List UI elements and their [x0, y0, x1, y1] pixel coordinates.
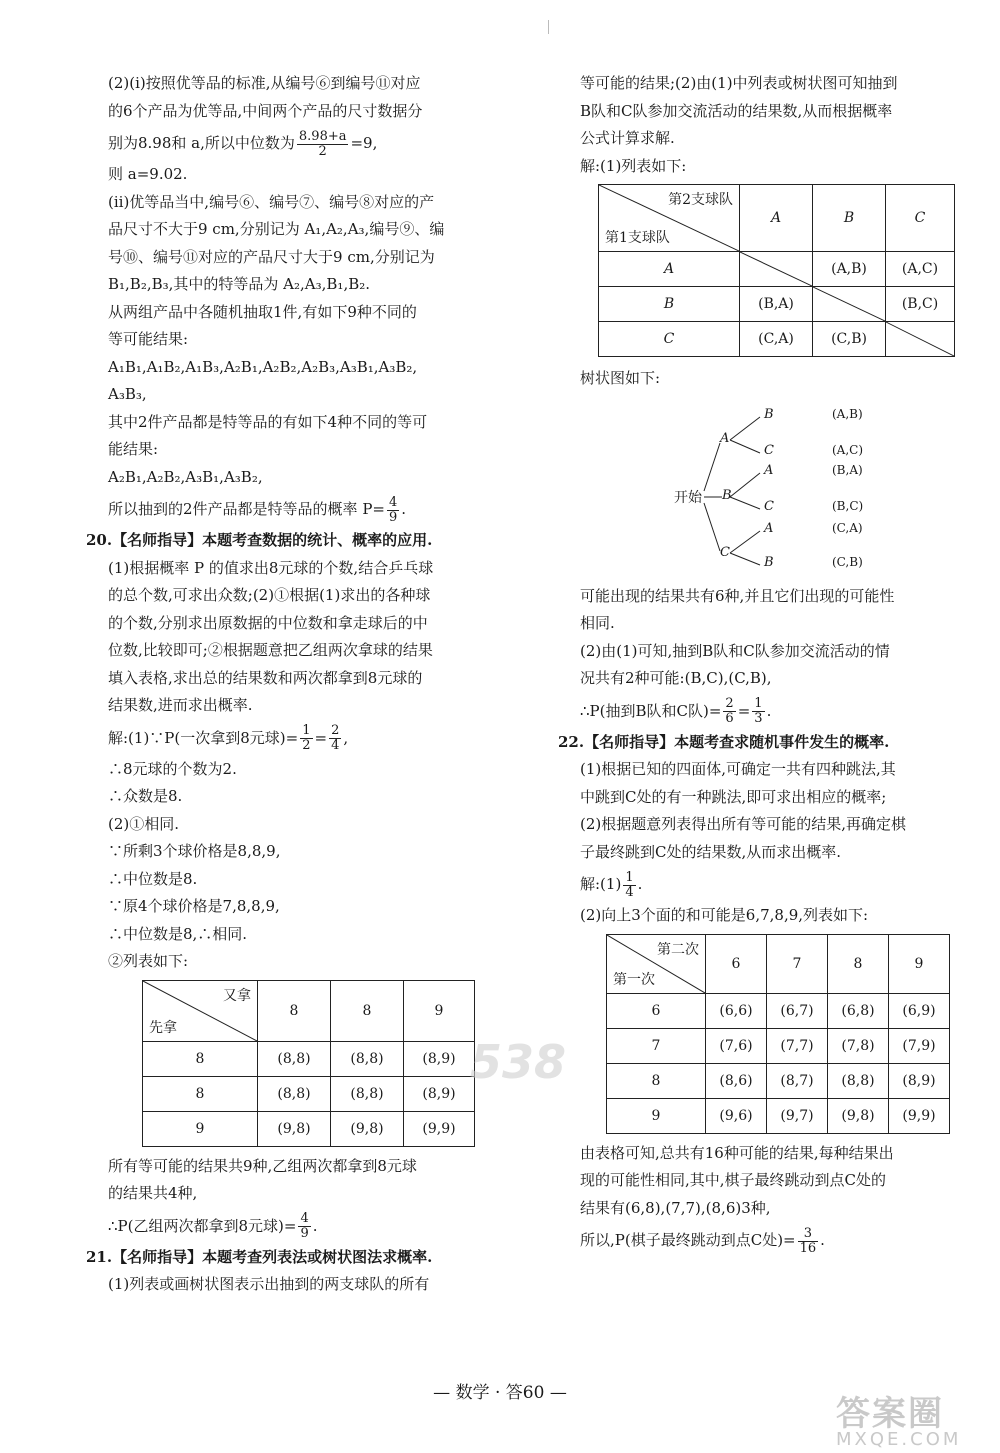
table-row: 8 (8,6) (8,7) (8,8) (8,9): [607, 1063, 950, 1098]
tree-start: 开始: [674, 489, 702, 506]
tree-diagram: [580, 393, 980, 583]
text-line: 解:(1)∵P(一次拿到8元球)= $\frac{1}{2}$ = $\frac{2}{4}$ ,: [108, 723, 349, 753]
tree-result: (C,B): [832, 554, 863, 569]
text-line: 的总个数,可求出众数;(2)①根据(1)求出的各种球: [108, 586, 431, 604]
tree-lines: [580, 393, 980, 583]
table-corner-cell: 第2支球队 第1支球队: [599, 185, 740, 252]
right-column: [558, 70, 980, 1258]
table-header: C: [886, 185, 955, 252]
text-line: A₁B₁,A₁B₂,A₁B₃,A₂B₁,A₂B₂,A₂B₃,A₃B₁,A₃B₂,: [108, 357, 418, 376]
text-line: 所有等可能的结果共9种,乙组两次都拿到8元球: [108, 1156, 417, 1175]
text-line: 现的可能性相同,其中,棋子最终跳动到点C处的: [580, 1171, 887, 1189]
text-line: 结果数,进而求出概率.: [108, 696, 253, 714]
text-line: 从两组产品中各随机抽取1件,有如下9种不同的: [108, 302, 417, 321]
tree-result: (A,B): [832, 406, 863, 421]
fraction: $\frac{2}{4}$: [331, 723, 340, 753]
text-line: 位数,比较即可;②根据题意把乙组两次拿球的结果: [108, 641, 433, 659]
text-line: ∴众数是8.: [108, 787, 183, 805]
table-header: A: [740, 185, 813, 252]
text-line: 的个数,分别求出原数据的中位数和拿走球后的中: [108, 613, 428, 632]
text-line: (1)列表或画树状图表示出抽到的两支球队的所有: [108, 1275, 430, 1293]
text-line: 能结果:: [108, 440, 159, 458]
text-line: 号⑩、编号⑪对应的产品尺寸大于9 cm,分别记为: [108, 247, 435, 266]
tree-node: A: [764, 462, 774, 478]
text-line: 公式计算求解.: [580, 129, 675, 147]
text-line: ∴中位数是8,∴相同.: [108, 924, 248, 943]
tree-node: B: [764, 554, 774, 570]
fraction: $\frac{2}{6}$: [725, 696, 734, 726]
table-header: 8: [331, 980, 404, 1041]
table-header: B: [813, 185, 886, 252]
table-header: 6: [706, 934, 767, 993]
text-line: 相同.: [580, 614, 615, 632]
fraction: $\frac{4}{9}$: [300, 1211, 309, 1241]
fraction: $\frac{8.98+a}{2}$: [298, 128, 347, 159]
tree-node: A: [720, 430, 730, 446]
fraction: $\frac{1}{3}$: [754, 696, 763, 726]
q20-result-table: [142, 980, 475, 1147]
text-line: (2)由(1)可知,抽到B队和C队参加交流活动的情: [580, 641, 890, 660]
text-line: 的结果共4种,: [108, 1184, 198, 1202]
tree-node: B: [722, 487, 732, 503]
text-line: 可能出现的结果共有6种,并且它们出现的可能性: [580, 586, 895, 605]
tree-result: (B,A): [832, 462, 863, 477]
text-line: (1)根据概率 P 的值求出8元球的个数,结合乒乓球: [108, 558, 434, 577]
question-22-heading: 22.【名师指导】本题考查求随机事件发生的概率.: [558, 732, 890, 751]
text-line: 树状图如下:: [580, 369, 661, 387]
tree-result: (A,C): [832, 442, 864, 457]
watermark-logo: 答案圈 MXQE.COM: [836, 1394, 962, 1450]
table-row: 9 (9,6) (9,7) (9,8) (9,9): [607, 1098, 950, 1133]
table-header: 8: [828, 934, 889, 993]
text-line: A₃B₃,: [108, 385, 147, 403]
text-line: (2)根据题意列表得出所有等可能的结果,再确定棋: [580, 815, 907, 833]
text-line: ∴8元球的个数为2.: [108, 759, 237, 778]
text-line: A₂B₁,A₂B₂,A₃B₁,A₃B₂,: [108, 467, 263, 486]
q21-result-table: [598, 184, 955, 357]
fraction: $\frac{1}{4}$: [625, 869, 634, 900]
text-line: 所以,P(棋子最终跳动到点C处)= $\frac{3}{16}$ .: [580, 1225, 825, 1256]
text-line: 别为8.98和 a,所以中位数为 $\frac{8.98+a}{2}$ =9,: [108, 128, 378, 159]
text-line: (2)(ⅰ)按照优等品的标准,从编号⑥到编号⑪对应: [108, 74, 421, 92]
text-line: ②列表如下:: [108, 952, 189, 970]
fraction: $\frac{1}{2}$: [302, 723, 311, 753]
table-corner-cell: 第二次 第一次: [607, 934, 706, 993]
tree-node: B: [764, 406, 774, 422]
left-column: [86, 70, 508, 1299]
table-header: 9: [889, 934, 950, 993]
table-header: 7: [767, 934, 828, 993]
text-line: 品尺寸不大于9 cm,分别记为 A₁,A₂,A₃,编号⑨、编: [108, 220, 445, 238]
text-line: 等可能的结果;(2)由(1)中列表或树状图可知抽到: [580, 74, 898, 92]
table-row: 9 (9,8) (9,8) (9,9): [143, 1111, 475, 1146]
fraction: $\frac{4}{9}$: [388, 494, 398, 525]
text-line: B₁,B₂,B₃,其中的特等品为 A₂,A₃,B₁,B₂.: [108, 275, 371, 293]
tree-node: C: [764, 442, 774, 458]
text-line: 解:(1) $\frac{1}{4}$ .: [580, 869, 643, 900]
tree-result: (C,A): [832, 520, 863, 535]
text-line: 则 a=9.02.: [108, 165, 188, 183]
text-line: 子最终跳到C处的结果数,从而求出概率.: [580, 842, 842, 861]
text-line: ∴P(抽到B队和C队)= $\frac{2}{6}$ = $\frac{1}{3}$ .: [580, 696, 772, 726]
table-row: 6 (6,6) (6,7) (6,8) (6,9): [607, 993, 950, 1028]
table-row: C (C,A) (C,B): [599, 322, 955, 357]
tree-node: C: [764, 498, 774, 514]
text-line: 由表格可知,总共有16种可能的结果,每种结果出: [580, 1143, 894, 1162]
text-line: (ⅱ)优等品当中,编号⑥、编号⑦、编号⑧对应的产: [108, 192, 435, 211]
question-21-heading: 21.【名师指导】本题考查列表法或树状图法求概率.: [86, 1247, 433, 1266]
text-line: 填入表格,求出总的结果数和两次都拿到8元球的: [108, 668, 423, 687]
top-mark: [548, 20, 549, 34]
table-row: B (B,A) (B,C): [599, 287, 955, 322]
fraction: $\frac{3}{16}$: [799, 1225, 817, 1256]
text-line: (2)向上3个面的和可能是6,7,8,9,列表如下:: [580, 906, 869, 924]
tree-result: (B,C): [832, 498, 864, 513]
table-header: 9: [404, 980, 475, 1041]
text-line: 等可能结果:: [108, 330, 189, 348]
tree-node: A: [764, 520, 774, 536]
table-corner-cell: 又拿 先拿: [143, 980, 258, 1041]
q22-result-table: [606, 934, 950, 1134]
page-footer: — 数学 · 答60 —: [433, 1383, 567, 1403]
table-row: 8 (8,8) (8,8) (8,9): [143, 1076, 475, 1111]
text-line: ∴P(乙组两次都拿到8元球)= $\frac{4}{9}$ .: [108, 1211, 318, 1241]
table-row: 8 (8,8) (8,8) (8,9): [143, 1041, 475, 1076]
text-line: 其中2件产品都是特等品的有如下4种不同的等可: [108, 412, 428, 431]
tree-node: C: [720, 544, 730, 560]
text-line: ∵原4个球价格是7,8,8,9,: [108, 897, 280, 915]
table-header: 8: [258, 980, 331, 1041]
text-line: 解:(1)列表如下:: [580, 156, 687, 175]
text-line: ∴中位数是8.: [108, 869, 198, 888]
table-row: 7 (7,6) (7,7) (7,8) (7,9): [607, 1028, 950, 1063]
text-line: ∵所剩3个球价格是8,8,9,: [108, 842, 281, 860]
question-20-heading: 20.【名师指导】本题考查数据的统计、概率的应用.: [86, 531, 433, 549]
text-line: 所以抽到的2件产品都是特等品的概率 P= $\frac{4}{9}$ .: [108, 494, 407, 525]
background-stamp: 538: [470, 1035, 567, 1089]
text-line: (2)①相同.: [108, 814, 180, 833]
text-line: 的6个产品为优等品,中间两个产品的尺寸数据分: [108, 101, 423, 120]
text-line: 结果有(6,8),(7,7),(8,6)3种,: [580, 1198, 771, 1217]
text-line: (1)根据已知的四面体,可确定一共有四种跳法,其: [580, 760, 896, 778]
text-line: 况共有2种可能:(B,C),(C,B),: [580, 669, 772, 687]
table-row: A (A,B) (A,C): [599, 252, 955, 287]
text-line: B队和C队参加交流活动的结果数,从而根据概率: [580, 101, 893, 120]
text-line: 中跳到C处的有一种跳法,即可求出相应的概率;: [580, 787, 887, 806]
